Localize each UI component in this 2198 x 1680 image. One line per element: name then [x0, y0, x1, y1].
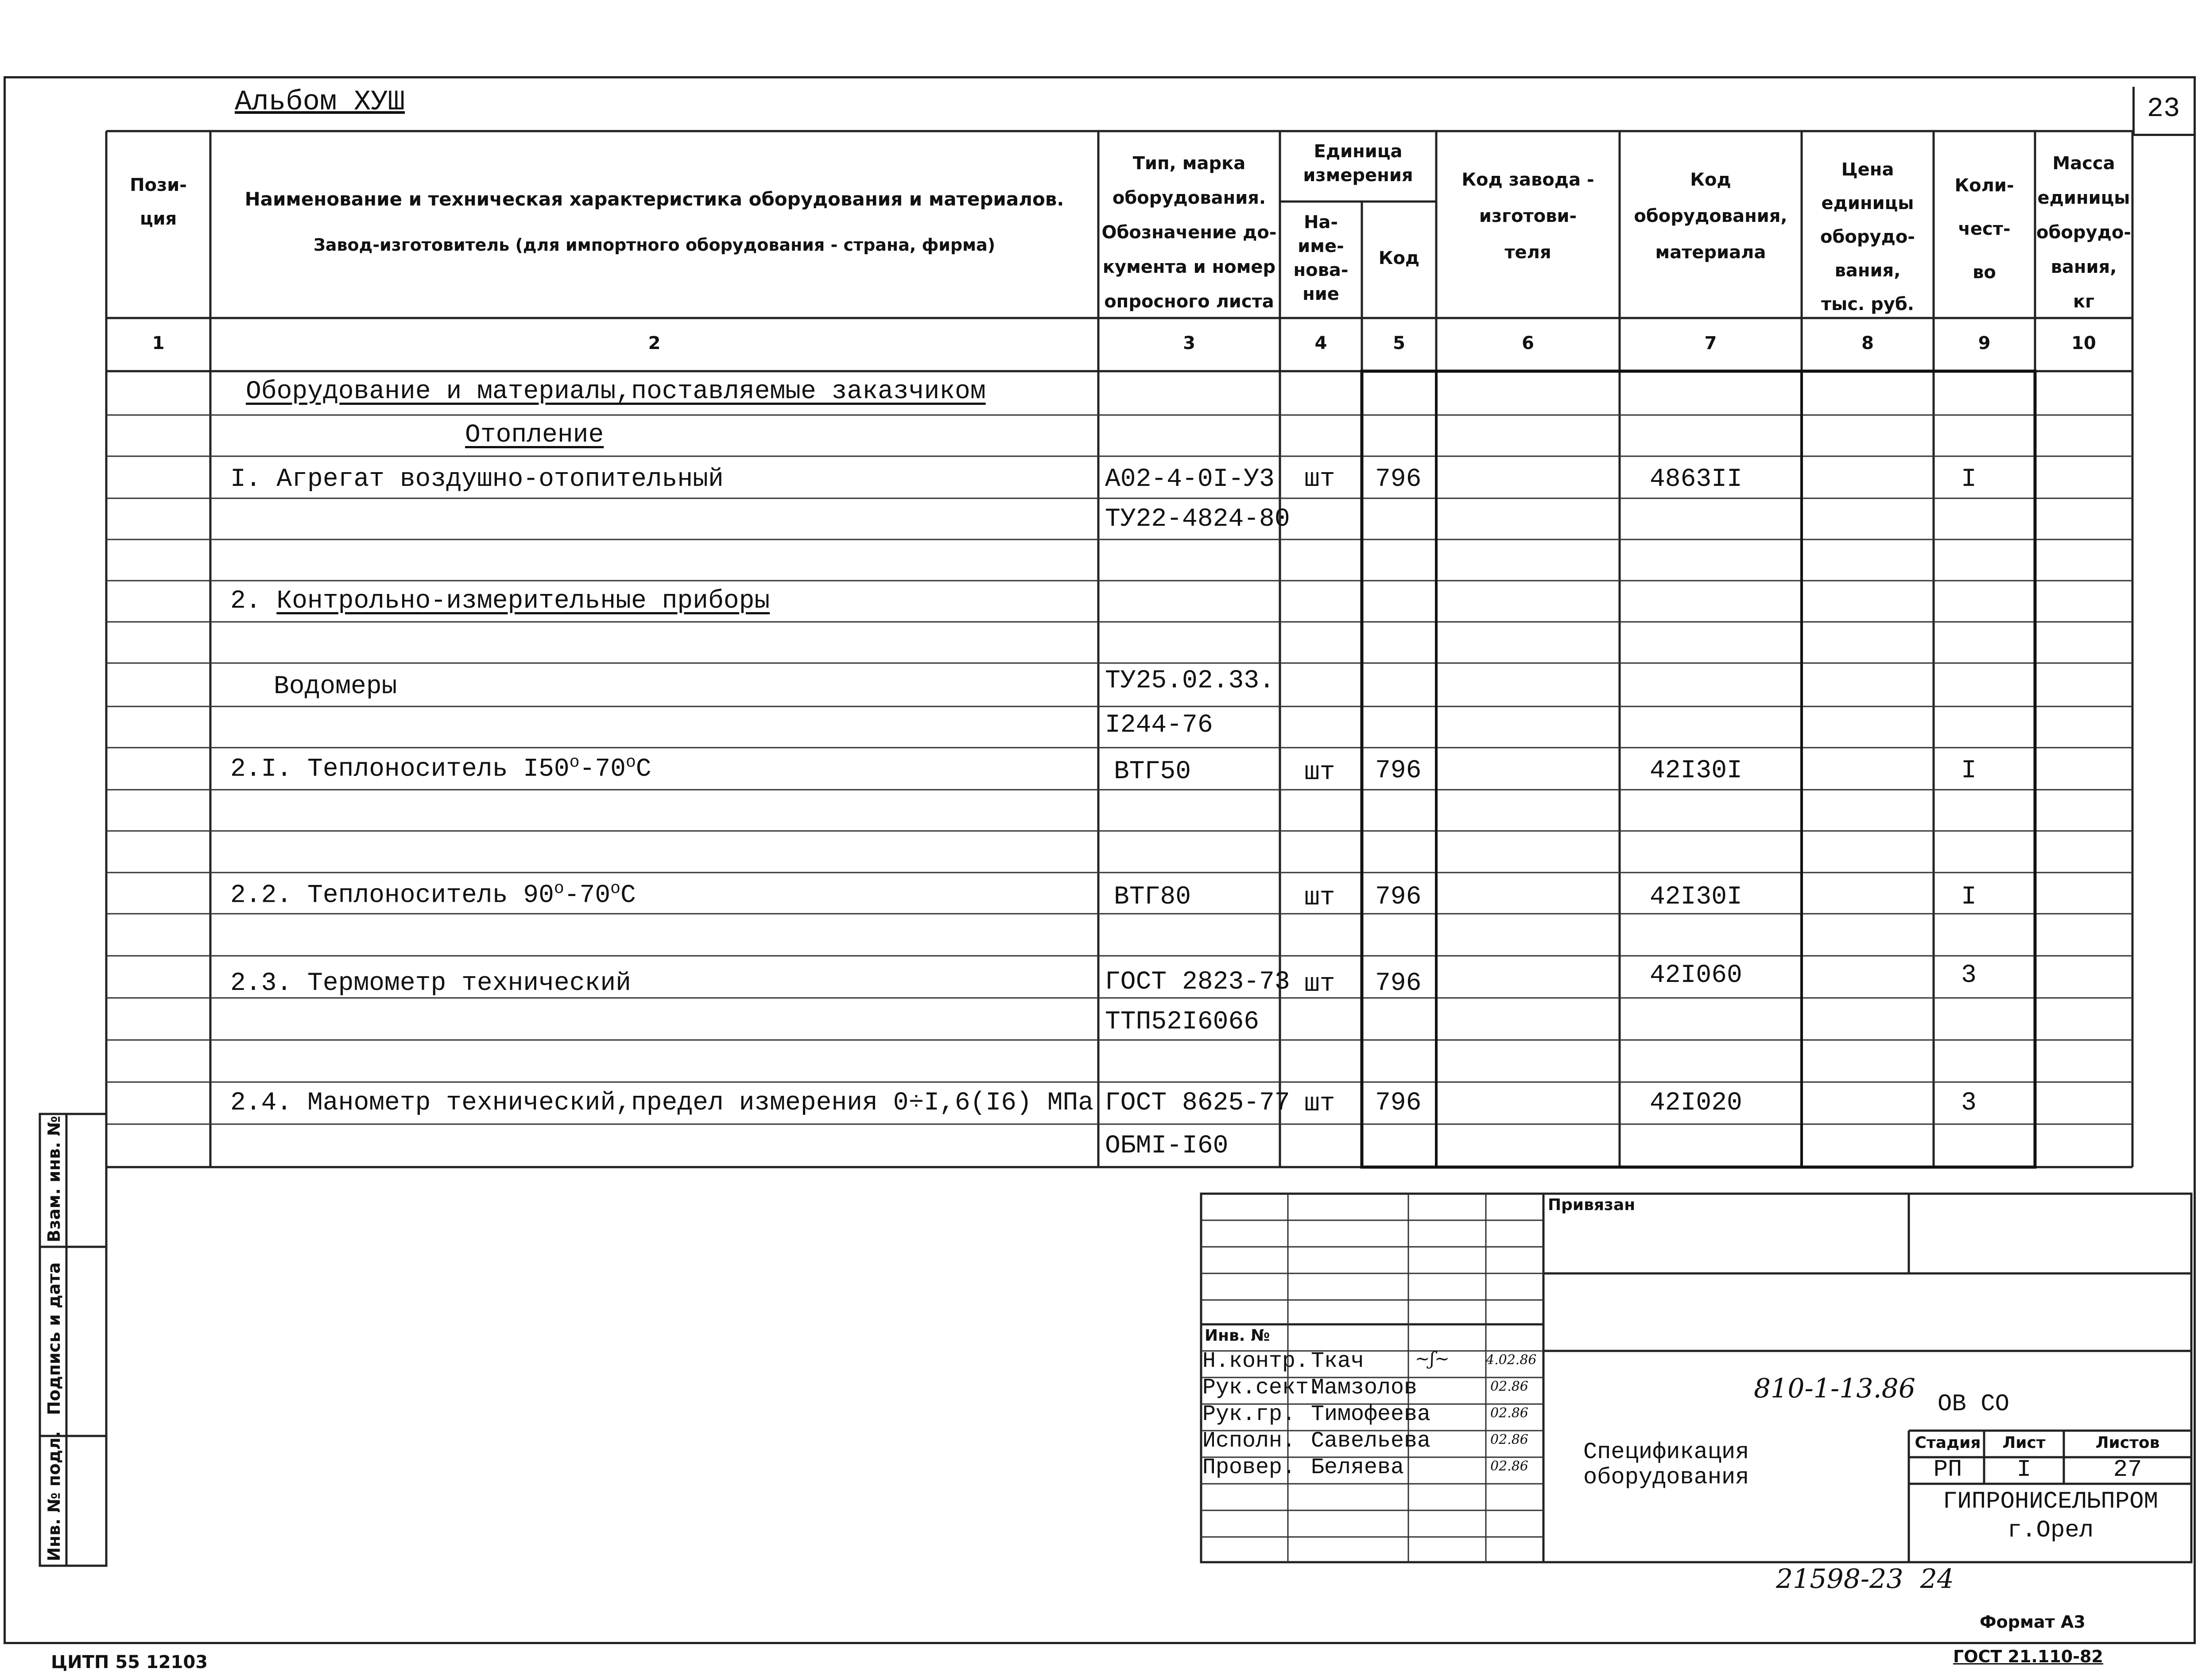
- city: г.Орел: [2007, 1517, 2094, 1544]
- document-title: Спецификация оборудования: [1583, 1439, 1749, 1491]
- header-name: Наименование и техническая характеристика оборудования и материалов. Завод-изготовитель (для импортного оборудования - страна, фирма): [244, 188, 1064, 255]
- album-title: Альбом ХУШ: [235, 86, 405, 118]
- signature: ~ʃ~: [1415, 1349, 1450, 1369]
- column-number: 10: [2071, 333, 2096, 353]
- item-material-code: 42I060: [1650, 961, 1742, 990]
- organization: ГИПРОНИСЕЛЬПРОМ: [1942, 1488, 2159, 1515]
- item-name: 2.3. Термометр технический: [230, 969, 631, 998]
- column-number: 6: [1522, 333, 1534, 353]
- item-name: 2.4. Манометр технический,предел измерения 0÷I,6(I6) МПа: [230, 1089, 1094, 1117]
- column-number: 4: [1314, 333, 1327, 353]
- item-type: ГОСТ 2823-73: [1105, 968, 1290, 997]
- sheet-value: I: [2016, 1456, 2031, 1483]
- inv-number-label: Инв. №: [1205, 1327, 1270, 1345]
- sheets-label: Листов: [2095, 1434, 2160, 1452]
- archive-number: 21598-23 24: [1776, 1564, 1954, 1595]
- citp-reference: ЦИТП 55 12103: [51, 1652, 208, 1672]
- header-unit-code: Код: [1378, 248, 1420, 268]
- column-number: 8: [1861, 333, 1874, 353]
- item-unit: шт: [1304, 758, 1335, 787]
- section-heading: Оборудование и материалы,поставляемые заказчиком: [246, 377, 986, 406]
- column-number: 1: [152, 333, 165, 353]
- item-name: I. Агрегат воздушно-отопительный: [230, 465, 724, 494]
- side-label-replaced-inv: Взам. инв. №: [44, 1116, 64, 1242]
- item-type: ГОСТ 8625-77: [1105, 1089, 1290, 1117]
- stage-label: Стадия: [1915, 1434, 1981, 1452]
- item-unit: шт: [1304, 884, 1335, 912]
- item-quantity: I: [1961, 465, 1977, 494]
- side-label-signature-date: Подпись и дата: [44, 1262, 64, 1415]
- side-label-original-inv: Инв. № подл.: [44, 1431, 64, 1561]
- subsection-heading: Отопление: [465, 421, 604, 450]
- item-unit-code: 796: [1375, 883, 1422, 912]
- column-number: 5: [1393, 333, 1405, 353]
- header-material-code: Код оборудования, материала: [1634, 170, 1787, 263]
- item-material-code: 42I020: [1650, 1089, 1742, 1117]
- signer-row: Н.контр. Ткач ~ʃ~ 4.02.86: [1202, 1349, 1537, 1374]
- item-type: ВТГ50: [1114, 757, 1191, 786]
- item-material-code: 42I30I: [1650, 883, 1742, 912]
- signer-row: Рук.сект. Мамзолов 02.86: [1202, 1375, 1528, 1401]
- item-type: ОБМI-I60: [1105, 1132, 1229, 1160]
- header-unit-group: Единица измерения: [1303, 141, 1413, 186]
- column-number: 2: [648, 333, 661, 353]
- item-quantity: I: [1961, 883, 1977, 912]
- item-quantity: 3: [1961, 961, 1977, 990]
- stage-value: РП: [1933, 1456, 1962, 1483]
- item-unit: шт: [1304, 465, 1335, 494]
- item-material-code: 42I30I: [1650, 757, 1742, 785]
- item-name: 2.I. Теплоноситель I50$^o$-70$^o$C: [230, 753, 651, 784]
- sheet-label: Лист: [2002, 1434, 2046, 1452]
- item-quantity: 3: [1961, 1089, 1977, 1117]
- header-factory-code: Код завода - изготови- теля: [1461, 170, 1594, 263]
- signer-row: Провер. Беляева 02.86: [1202, 1455, 1528, 1480]
- item-name: Водомеры: [274, 672, 397, 701]
- column-number: 3: [1183, 333, 1195, 353]
- header-position: Пози- ция: [130, 175, 187, 229]
- header-type: Тип, марка оборудования. Обозначение до- кумента и номер опросного листа: [1101, 153, 1277, 312]
- item-unit-code: 796: [1375, 1089, 1422, 1117]
- item-unit-code: 796: [1375, 969, 1422, 998]
- item-material-code: 4863II: [1650, 465, 1742, 494]
- item-type: А02-4-0I-У3: [1105, 465, 1275, 494]
- group-heading: 2. Контрольно-измерительные приборы: [230, 587, 770, 616]
- item-unit: шт: [1304, 1090, 1335, 1118]
- item-unit: шт: [1304, 970, 1335, 999]
- item-unit-code: 796: [1375, 465, 1422, 494]
- item-name: 2.2. Теплоноситель 90$^o$-70$^o$C: [230, 879, 636, 910]
- privyazan-label: Привязан: [1548, 1196, 1636, 1214]
- header-quantity: Коли- чест- во: [1954, 175, 2014, 283]
- item-quantity: I: [1961, 757, 1977, 785]
- header-unit-name: На- име- нова- ние: [1293, 212, 1349, 304]
- signer-row: Исполн. Савельева 02.86: [1202, 1428, 1528, 1454]
- gost-reference: ГОСТ 21.110-82: [1953, 1647, 2103, 1666]
- paper-format: Формат А3: [1980, 1612, 2086, 1632]
- section-code: ОВ СО: [1938, 1391, 2010, 1418]
- signer-row: Рук.гр. Тимофеева 02.86: [1202, 1402, 1528, 1427]
- item-type: ТТП52I6066: [1105, 1008, 1260, 1036]
- item-type: I244-76: [1105, 711, 1213, 740]
- item-unit-code: 796: [1375, 757, 1422, 785]
- header-mass: Масса единицы оборудо- вания, кг: [2036, 153, 2131, 312]
- item-type: ВТГ80: [1114, 883, 1191, 912]
- item-type: ТУ25.02.33.: [1105, 667, 1275, 695]
- sheet-number: 23: [2147, 93, 2180, 124]
- column-number: 7: [1704, 333, 1717, 353]
- header-price: Цена единицы оборудо- вания, тыс. руб.: [1820, 159, 1915, 314]
- sheets-value: 27: [2113, 1456, 2142, 1483]
- item-type: ТУ22-4824-80: [1105, 505, 1290, 534]
- document-code: 810-1-13.86: [1754, 1373, 1916, 1404]
- column-number: 9: [1978, 333, 1991, 353]
